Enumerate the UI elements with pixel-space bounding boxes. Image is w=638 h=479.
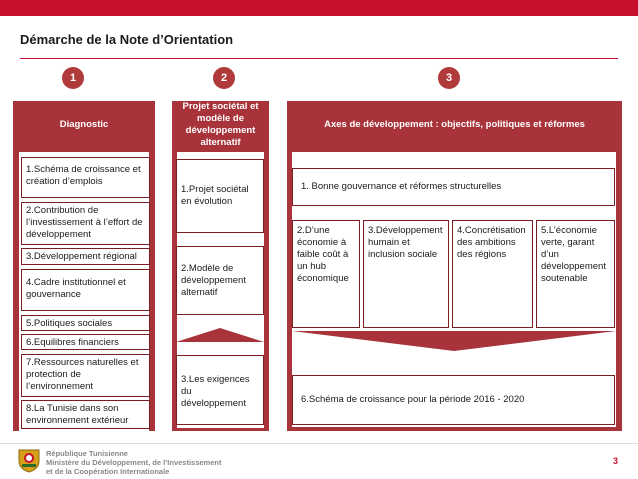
axis-item: 5.L’économie verte, garant d’un développement soutenable [536, 220, 615, 328]
axes-header: Axes de développement : objectifs, politiques et réformes [324, 119, 585, 130]
republic-emblem-icon [16, 447, 42, 473]
diagnostic-item: 5.Politiques sociales [21, 315, 150, 331]
societal-item: 3.Les exigences du développement [176, 355, 264, 425]
societal-item: 2.Modèle de développement alternatif [176, 246, 264, 315]
footer-line: et de la Coopération Internationale [46, 467, 170, 476]
diagnostic-item: 2.Contribution de l’investissement à l’effort de développement [21, 202, 150, 245]
top-accent-bar [0, 0, 638, 16]
axis-item: 2.D’une économie à faible coût à un hub économique [292, 220, 360, 328]
diagnostic-item: 7.Ressources naturelles et protection de l’environnement [21, 354, 150, 397]
societal-item: 1.Projet sociétal en évolution [176, 159, 264, 233]
step-badge-1: 1 [62, 67, 84, 89]
title-divider [20, 58, 618, 59]
page-number: 3 [612, 456, 618, 466]
societal-project-header: Projet sociétal et modèle de développement alternatif [182, 101, 259, 148]
footer-line: République Tunisienne [46, 449, 128, 458]
diagnostic-item: 8.La Tunisie dans son environnement extérieur [21, 400, 150, 429]
axis-governance: 1. Bonne gouvernance et réformes structurelles [292, 168, 615, 206]
footer-divider [0, 443, 638, 444]
footer-line: Ministère du Développement, de l’Investissement [46, 458, 222, 467]
axis-item: 4.Concrétisation des ambitions des régions [452, 220, 533, 328]
diagnostic-item: 6.Equilibres financiers [21, 334, 150, 350]
diagnostic-header: Diagnostic [59, 119, 109, 130]
step-badge-2: 2 [213, 67, 235, 89]
page-title: Démarche de la Note d’Orientation [20, 32, 234, 47]
footer-institution [46, 449, 221, 476]
diagnostic-item: 3.Développement régional [21, 248, 150, 265]
pyramid-arrow [176, 328, 264, 342]
diagnostic-item: 4.Cadre institutionnel et gouvernance [21, 269, 150, 311]
axis-item: 3.Développement humain et inclusion sociale [363, 220, 449, 328]
funnel-arrow [292, 331, 616, 351]
axis-growth-scheme: 6.Schéma de croissance pour la période 2016 - 2020 [292, 375, 615, 425]
step-badge-3: 3 [438, 67, 460, 89]
diagnostic-item: 1.Schéma de croissance et création d’emplois [21, 157, 150, 198]
